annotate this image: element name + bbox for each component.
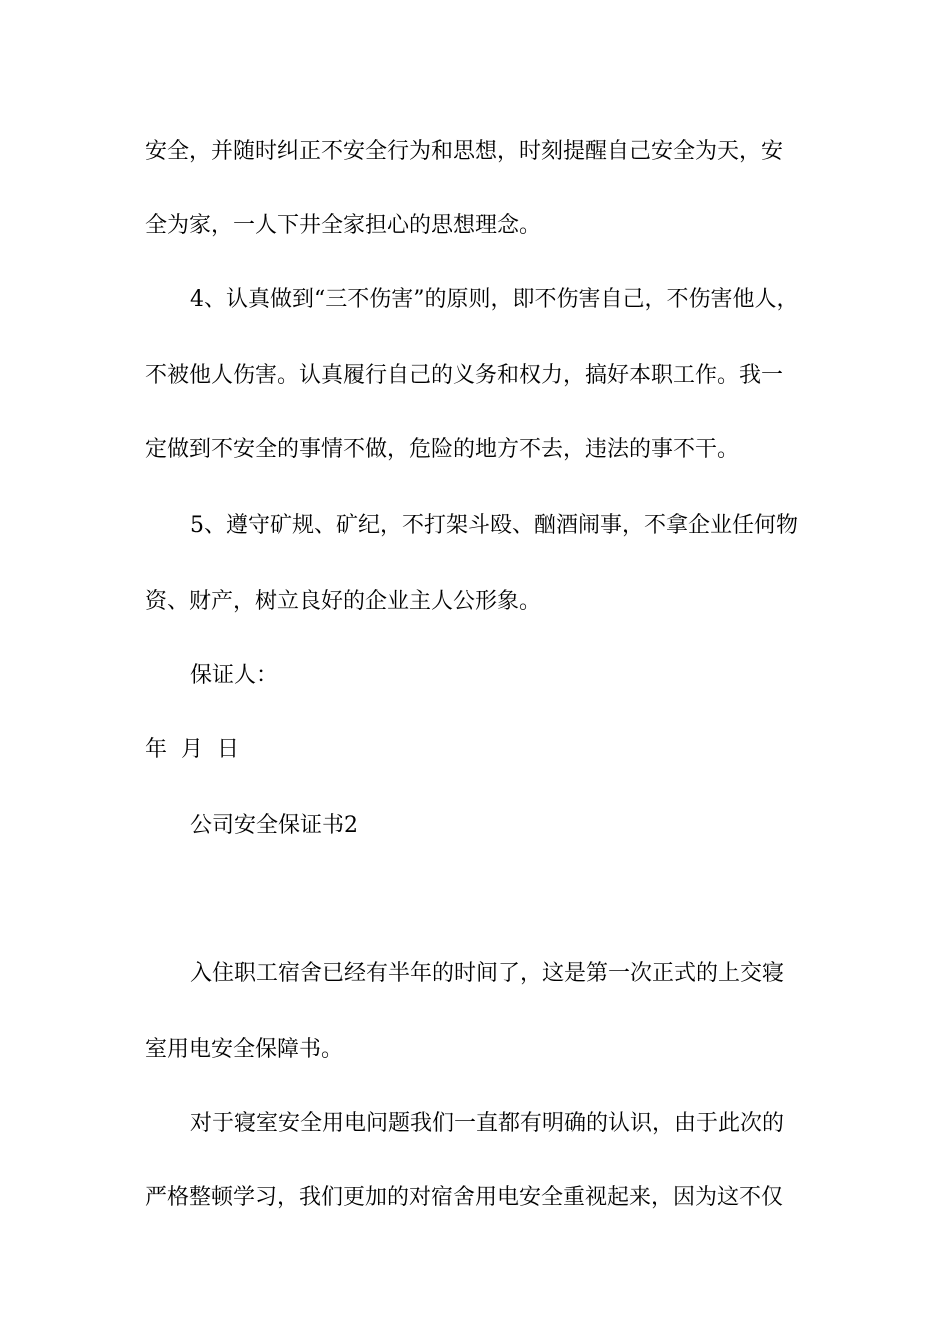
- paragraph-line: 不被他人伤害。认真履行自己的义务和权力，搞好本职工作。我一: [145, 363, 784, 388]
- paragraph-line: 室用电安全保障书。: [145, 1037, 344, 1062]
- paragraph-line: 资、财产，树立良好的企业主人公形象。: [145, 589, 542, 614]
- paragraph-line: 定做到不安全的事情不做，危险的地方不去，违法的事不干。: [145, 437, 740, 462]
- paragraph-line: 对于寝室安全用电问题我们一直都有明确的认识，由于此次的: [190, 1111, 785, 1136]
- guarantor-label: 保证人：: [190, 663, 279, 688]
- paragraph-line: 4、认真做到“三不伤害”的原则，即不伤害自己，不伤害他人，: [190, 287, 799, 312]
- paragraph-line: 安全，并随时纠正不安全行为和思想，时刻提醒自己安全为天，安: [145, 139, 784, 164]
- paragraph-line: 5、遵守矿规、矿纪，不打架斗殴、酗酒闹事，不拿企业任何物: [190, 513, 798, 538]
- section-title: 公司安全保证书2: [190, 813, 358, 838]
- paragraph-line: 全为家，一人下井全家担心的思想理念。: [145, 213, 542, 238]
- paragraph-line: 入住职工宿舍已经有半年的时间了，这是第一次正式的上交寝: [190, 961, 785, 986]
- date-line: 年 月 日: [145, 737, 239, 762]
- paragraph-line: 严格整顿学习，我们更加的对宿舍用电安全重视起来，因为这不仅: [145, 1185, 784, 1210]
